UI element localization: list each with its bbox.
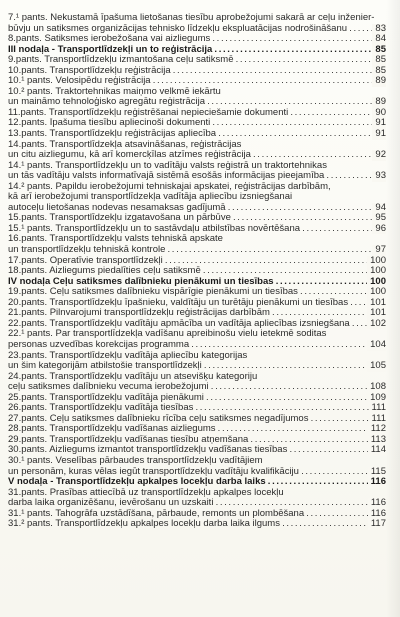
toc-entry bbox=[8, 509, 386, 520]
toc-page-number: 85 bbox=[372, 45, 386, 56]
toc-entry bbox=[8, 13, 386, 34]
toc-entry-text: 15.pants. Transportlīdzekļu izgatavošana un pārbūve . . . bbox=[8, 213, 386, 224]
toc-chapter-heading bbox=[8, 45, 386, 56]
toc-page-number: 114 bbox=[368, 445, 386, 456]
toc-page-number: 113 bbox=[368, 435, 386, 446]
toc-entry bbox=[8, 108, 386, 119]
toc-page-number: 89 bbox=[372, 76, 386, 87]
toc-entry-text: būvju un satiksmes organizācijas tehnisko līdzekļu ekspluatācijas nodrošināšanu . . . bbox=[8, 24, 386, 35]
toc-chapter-heading bbox=[8, 277, 386, 288]
toc-page-number: 94 bbox=[372, 203, 386, 214]
toc-page-number: 100 bbox=[367, 277, 386, 288]
toc-entry-text: III nodaļa - Transportlīdzekļi un to reģistrācija . . . bbox=[8, 45, 386, 56]
toc-page-number: 104 bbox=[367, 340, 386, 351]
toc-entry-text: 22.¹ pants. Par transportlīdzekļa vadīšanu apreibinošu vielu ietekmē soditas bbox=[8, 329, 327, 340]
toc-page-number: 112 bbox=[368, 424, 386, 435]
toc-entry bbox=[8, 213, 386, 224]
toc-entry-text: 29.pants. Transportlīdzekļu vadīšanas tiesību atņemšana . . . bbox=[8, 435, 386, 446]
toc-entry bbox=[8, 34, 386, 45]
toc-entry-text: darba laika organizēšanu, ievērošanu un uzskaiti . . . bbox=[8, 498, 386, 509]
toc-page-number: 117 bbox=[368, 519, 386, 530]
toc-page-number: 102 bbox=[367, 319, 386, 330]
toc-page-number: 101 bbox=[367, 308, 386, 319]
toc-entry-text: 12.pants. Īpašuma tiesību apliecinoši dokumenti . . . bbox=[8, 118, 386, 129]
toc-entry bbox=[8, 308, 386, 319]
toc-entry bbox=[8, 234, 386, 255]
toc-entry-text: un transportlīdzekļu tehniskā kontrole . . . bbox=[8, 245, 386, 256]
toc-entry bbox=[8, 488, 386, 509]
toc-page-number: 115 bbox=[368, 467, 386, 478]
toc-page-number: 109 bbox=[367, 393, 386, 404]
toc-page-number: 89 bbox=[372, 97, 386, 108]
toc-entry bbox=[8, 403, 386, 414]
table-of-contents bbox=[8, 13, 386, 530]
toc-entry-text: un citu aizliegumu, kā arī komercķīlas atzīmes reģistrācija . . . bbox=[8, 150, 386, 161]
toc-entry-text: personas uzvedības korekcijas programma . . . bbox=[8, 340, 386, 351]
toc-entry bbox=[8, 393, 386, 404]
toc-entry bbox=[8, 55, 386, 66]
toc-entry bbox=[8, 256, 386, 267]
toc-entry-text: 28.pants. Transportlīdzekļu vadīšanas aizliegums . . . bbox=[8, 424, 386, 435]
toc-page-number: 85 bbox=[372, 55, 386, 66]
toc-entry-text: 17.pants. Operatīvie transportlīdzekļi . . . bbox=[8, 256, 386, 267]
toc-entry-text: 10.² pants. Traktortehnikas maiņmo velkmē iekārtu bbox=[8, 86, 221, 97]
toc-page-number: 116 bbox=[368, 498, 386, 509]
toc-page-number: 116 bbox=[368, 509, 386, 520]
toc-page-number: 93 bbox=[372, 171, 386, 182]
toc-page-number: 92 bbox=[372, 150, 386, 161]
toc-page-number: 100 bbox=[367, 256, 386, 267]
toc-entry-text: un personām, kuras vēlas iegūt transportlīdzekļu vadītāju kvalifikāciju . . . bbox=[8, 467, 386, 478]
toc-page-number: 95 bbox=[372, 213, 386, 224]
toc-page-number: 84 bbox=[372, 34, 386, 45]
toc-entry-text: V nodaļa - Transportlīdzekļu apkalpes locekļu darba laiks . . . bbox=[8, 477, 386, 488]
toc-entry-text: IV nodaļa Ceļu satiksmes dalībnieku pienākumi un tiesības . . . bbox=[8, 277, 386, 288]
toc-page-number: 100 bbox=[367, 266, 386, 277]
toc-entry-text: 20.pants. Transportlīdzekļu īpašnieku, valdītāju un turētāju pienākumi un tiesības . . . bbox=[8, 298, 386, 309]
toc-entry-text: autoceļu lietošanas nodevas nesamaksas gadījumā . . . bbox=[8, 203, 386, 214]
toc-entry-text: un šim kategorijām atbilstošie transportlīdzekļi . . . bbox=[8, 361, 386, 372]
toc-entry-text: 31.² pants. Transportlīdzekļu apkalpes locekļu darba laika ilgums . . . bbox=[8, 519, 386, 530]
toc-page-number: 85 bbox=[372, 66, 386, 77]
toc-page-number: 111 bbox=[369, 414, 386, 425]
toc-entry bbox=[8, 424, 386, 435]
toc-chapter-heading bbox=[8, 477, 386, 488]
toc-entry bbox=[8, 76, 386, 87]
toc-page-number: 100 bbox=[367, 287, 386, 298]
toc-entry-text: 14.¹ pants. Transportlīdzekļu un to vadītāju valsts reģistrā un traktortehnikas bbox=[8, 160, 327, 171]
toc-entry bbox=[8, 329, 386, 350]
toc-entry bbox=[8, 319, 386, 330]
toc-entry-text: 30.pants. Aizliegums izmantot transportlīdzekļu vadīšanas tiesības . . . bbox=[8, 445, 386, 456]
toc-page-number: 116 bbox=[368, 477, 386, 488]
toc-entry bbox=[8, 456, 386, 477]
toc-entry-text: 18.pants. Aizliegums piedalīties ceļu satiksmē . . . bbox=[8, 266, 386, 277]
toc-entry-text: 31.¹ pants. Tahogrāfa uzstādīšana, pārbaude, remonts un plombēšana . . . bbox=[8, 509, 386, 520]
toc-entry-text: 24.pants. Transportlīdzekļu vadītāju un atsevišķu kategoriju bbox=[8, 371, 258, 382]
toc-entry-text: 25.pants. Transportlīdzekļu vadītāja pienākumi . . . bbox=[8, 393, 386, 404]
toc-entry bbox=[8, 118, 386, 129]
toc-entry bbox=[8, 372, 386, 393]
toc-entry-text: 26.pants. Transportlīdzekļu vadītāja tiesības . . . bbox=[8, 403, 386, 414]
toc-entry bbox=[8, 435, 386, 446]
toc-entry-text: 15.¹ pants. Transportlīdzekļu un to sastāvdaļu atbilstības novērtēšana . . . bbox=[8, 224, 386, 235]
toc-entry bbox=[8, 87, 386, 108]
toc-entry-text: 8.pants. Satiksmes ierobežošana vai aizliegums . . . bbox=[8, 34, 386, 45]
toc-entry bbox=[8, 66, 386, 77]
toc-entry-text: 23.pants. Transportlīdzekļu vadītāja apliecību kategorijas bbox=[8, 350, 248, 361]
toc-entry-text: 9.pants. Transportlīdzekļu izmantošana ceļu satiksmē . . . bbox=[8, 55, 386, 66]
toc-entry bbox=[8, 224, 386, 235]
toc-entry bbox=[8, 298, 386, 309]
toc-entry-text: 10.¹ pants. Velosipēdu reģistrācija . . . bbox=[8, 76, 386, 87]
toc-entry bbox=[8, 161, 386, 182]
toc-entry bbox=[8, 129, 386, 140]
toc-entry-text: 7.¹ pants. Nekustamā īpašuma lietošanas tiesību aprobežojumi sakarā ar ceļu inženier- bbox=[8, 13, 375, 23]
toc-entry bbox=[8, 351, 386, 372]
toc-entry-text: 22.pants. Transportlīdzekļu vadītāju apmācība un vadītāja apliecības izsniegšana . . . bbox=[8, 319, 386, 330]
toc-entry bbox=[8, 182, 386, 214]
toc-entry-text: 19.pants. Ceļu satiksmes dalībnieku vispārīgie pienākumi un tiesības . . . bbox=[8, 287, 386, 298]
toc-entry-text: 14.pants. Transportlīdzekļa atsavināšanas, reģistrācijas bbox=[8, 139, 242, 150]
toc-page-number: 101 bbox=[367, 298, 386, 309]
toc-entry-text: kā arī ierobežojumi transportlīdzekļa vadītāja apliecību izsniegšanai bbox=[8, 191, 293, 203]
toc-page-number: 111 bbox=[369, 403, 386, 414]
page-edge-shadow bbox=[386, 0, 400, 617]
toc-entry-text: 10.pants. Transportlīdzekļu reģistrācija . . . bbox=[8, 66, 386, 77]
toc-entry bbox=[8, 140, 386, 161]
toc-entry-text: 27.pants. Ceļu satiksmes dalībnieku rīcība ceļu satiksmes negadījumos . . . bbox=[8, 414, 386, 425]
toc-entry bbox=[8, 266, 386, 277]
toc-entry-text: 30.¹ pants. Veselības pārbaudes transportlīdzekļu vadītājiem bbox=[8, 455, 263, 466]
toc-page-number: 91 bbox=[372, 129, 386, 140]
toc-entry bbox=[8, 445, 386, 456]
toc-entry-text: un maināmo tehnoloģisko agregātu reģistrācija . . . bbox=[8, 97, 386, 108]
toc-page-number: 83 bbox=[372, 24, 386, 35]
toc-entry-text: 14.² pants. Papildu ierobežojumi tehniskajai apskatei, reģistrācijas darbībām, bbox=[8, 181, 331, 192]
toc-entry-text: 21.pants. Pilnvarojumi transportlīdzekļu reģistrācijas darbībām . . . bbox=[8, 308, 386, 319]
toc-entry bbox=[8, 414, 386, 425]
toc-page-number: 108 bbox=[367, 382, 386, 393]
toc-page-number: 91 bbox=[372, 118, 386, 129]
toc-page-number: 97 bbox=[372, 245, 386, 256]
toc-entry-text: 16.pants. Transportlīdzekļu valsts tehniskā apskate bbox=[8, 234, 223, 245]
toc-entry-text: un tās vadītāju valsts informatīvajā sistēmā esošās informācijas pieejamība . . . bbox=[8, 171, 386, 182]
toc-entry bbox=[8, 519, 386, 530]
toc-entry bbox=[8, 287, 386, 298]
toc-entry-text: 31.pants. Prasības attiecībā uz transportlīdzekļu apkalpes locekļu bbox=[8, 487, 284, 498]
toc-page-number: 90 bbox=[372, 108, 386, 119]
toc-entry-text: 13.pants. Transportlīdzekļu reģistrācijas apliecība . . . bbox=[8, 129, 386, 140]
toc-entry-text: ceļu satiksmes dalībnieku vecuma ierobežojumi . . . bbox=[8, 382, 386, 393]
toc-page-number: 96 bbox=[372, 224, 386, 235]
toc-page-number: 105 bbox=[367, 361, 386, 372]
toc-entry-text: 11.pants. Transportlīdzekļu reģistrēšanai nepieciešamie dokumenti . . . bbox=[8, 108, 386, 119]
